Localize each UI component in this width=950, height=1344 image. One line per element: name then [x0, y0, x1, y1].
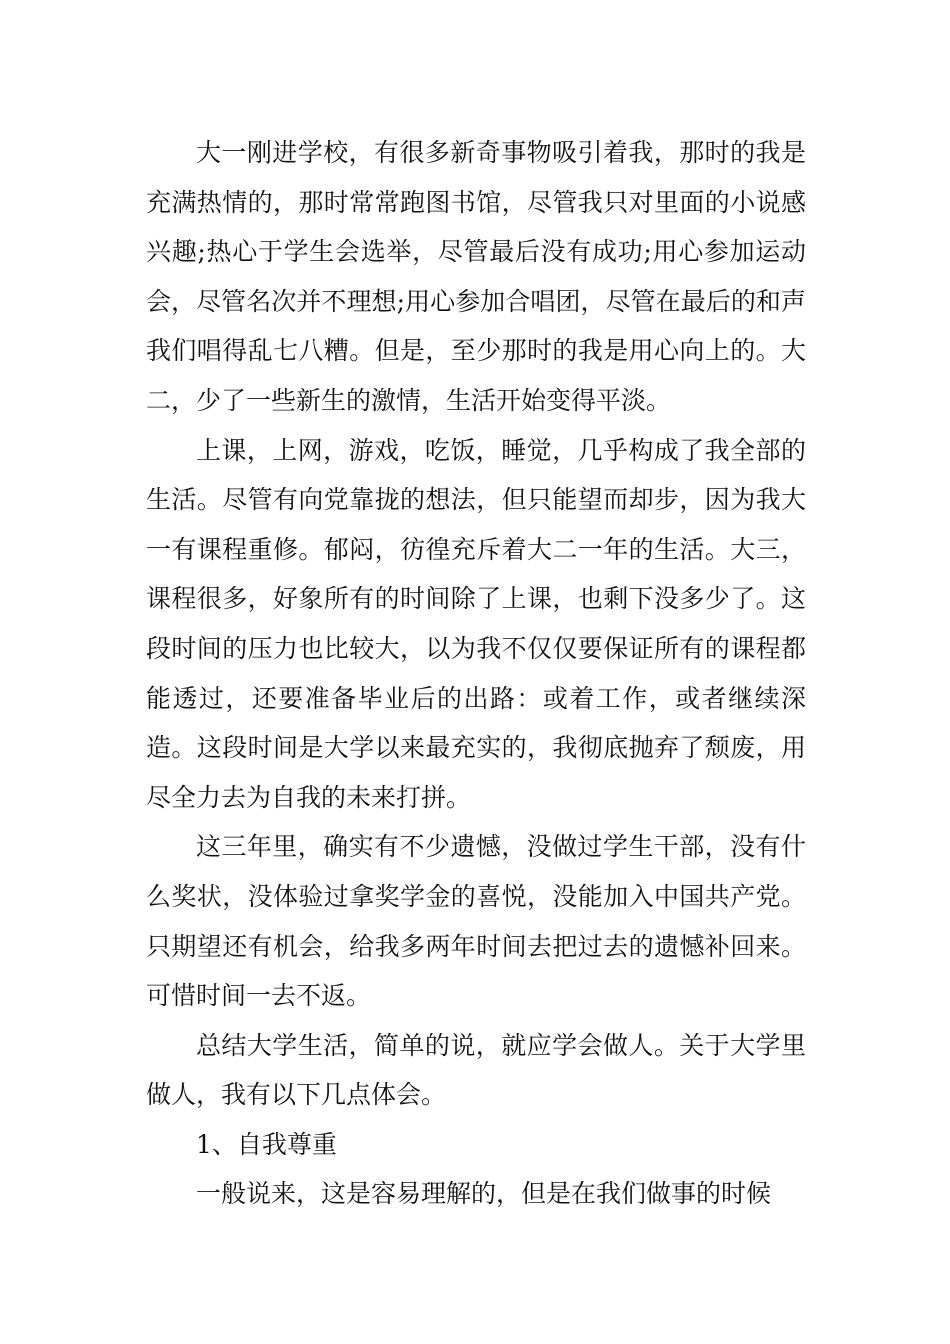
document-body [146, 128, 806, 1219]
paragraph-summary: 总结大学生活，简单的说，就应学会做人。关于大学里做人，我有以下几点体会。 [146, 1030, 806, 1110]
list-item-self-respect: 1、自我尊重 [196, 1129, 337, 1159]
paragraph-sophomore-junior-year: 上课，上网，游戏，吃饭，睡觉，几乎构成了我全部的生活。尽管有向党靠拢的想法，但只能望而却步，因为我大一有课程重修。郁闷，彷徨充斥着大二一年的生活。大三，课程很多，好象所有的时间除了上课，也剩下没多少了。这段时间的压力也比较大，以为我不仅仅要保证所有的课程都能透过，还要准备毕业后的出路：或着工作，或者继续深造。这段时间是大学以来最充实的，我彻底抛弃了颓废，用尽全力去为自我的未来打拼。 [146, 435, 806, 812]
paragraph-self-respect-body: 一般说来，这是容易理解的，但是在我们做事的时候 [196, 1179, 772, 1209]
paragraph-freshman-year: 大一刚进学校，有很多新奇事物吸引着我，那时的我是充满热情的，那时常常跑图书馆，尽管我只对里面的小说感兴趣;热心于学生会选举，尽管最后没有成功;用心参加运动会，尽管名次并不理想;用心参加合唱团，尽管在最后的和声我们唱得乱七八糟。但是，至少那时的我是用心向上的。大二，少了一些新生的激情，生活开始变得平淡。 [146, 138, 806, 415]
paragraph-regrets: 这三年里，确实有不少遗憾，没做过学生干部，没有什么奖状，没体验过拿奖学金的喜悦，没能加入中国共产党。只期望还有机会，给我多两年时间去把过去的遗憾补回来。可惜时间一去不返。 [146, 832, 806, 1011]
